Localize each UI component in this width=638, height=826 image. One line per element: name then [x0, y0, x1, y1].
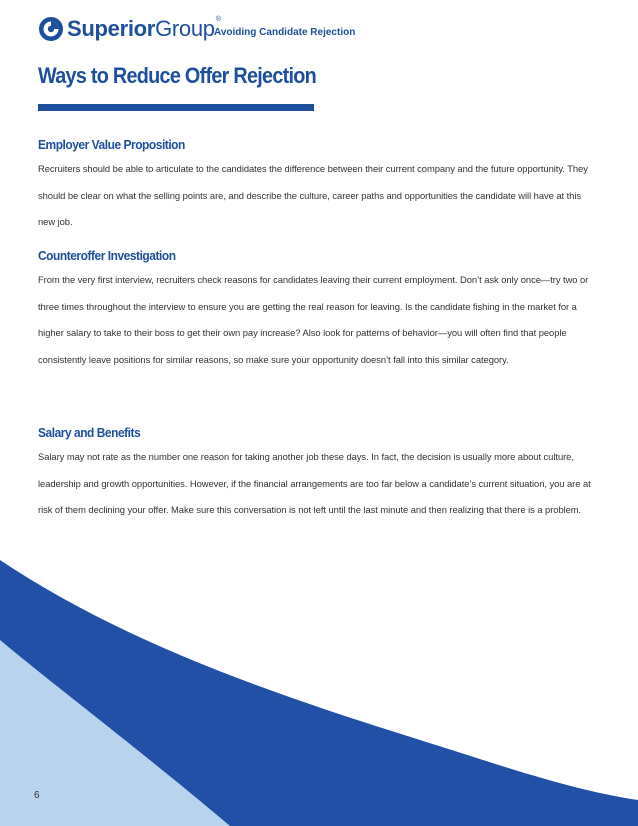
section-body: Salary may not rate as the number one reason for taking another job these days. In fact, the decision is usually more about culture, leadership and growth opportunities. However, if the financial arrangements are too far below a candidate’s current situation, you are at risk of them declining your offer. Make sure this conversation is not left until the last minute and then realizing that there is a problem. [38, 451, 591, 515]
registered-mark: ® [215, 16, 221, 23]
brand-name-bold: Superior [67, 16, 156, 41]
brand-name-light: Group [155, 16, 215, 41]
section-heading: Employer Value Proposition [38, 137, 185, 152]
section-heading: Salary and Benefits [38, 425, 141, 440]
superior-group-logo-icon [38, 16, 64, 42]
page-number: 6 [34, 790, 40, 801]
brand-logo [38, 12, 221, 46]
brand-name [67, 16, 221, 42]
page-header [38, 12, 598, 46]
section-body: Recruiters should be able to articulate to the candidates the difference between their current company and the future opportunity. They should be clear on what the selling points are, and describe the culture, career paths and opportunities the candidate will have at this new job. [38, 163, 588, 227]
section-heading: Counteroffer Investigation [38, 248, 176, 263]
title-underline [38, 104, 314, 111]
section-salary-and-benefits [38, 425, 600, 524]
section-employer-value-proposition [38, 137, 600, 236]
page-title: Ways to Reduce Offer Rejection [38, 63, 317, 88]
document-title: Avoiding Candidate Rejection [214, 27, 356, 38]
section-body: From the very first interview, recruiters check reasons for candidates leaving their current employment. Don’t ask only once—try two or three times throughout the interview to ensure you are getting the real reason for leaving. Is the candidate fishing in the market for a higher salary to take to their boss to get their own pay increase? Also look for patterns of behavior—you will often find that people consistently leave positions for similar reasons, so make sure your opportunity doesn’t fall into this similar category. [38, 274, 589, 365]
section-counteroffer-investigation [38, 248, 600, 373]
